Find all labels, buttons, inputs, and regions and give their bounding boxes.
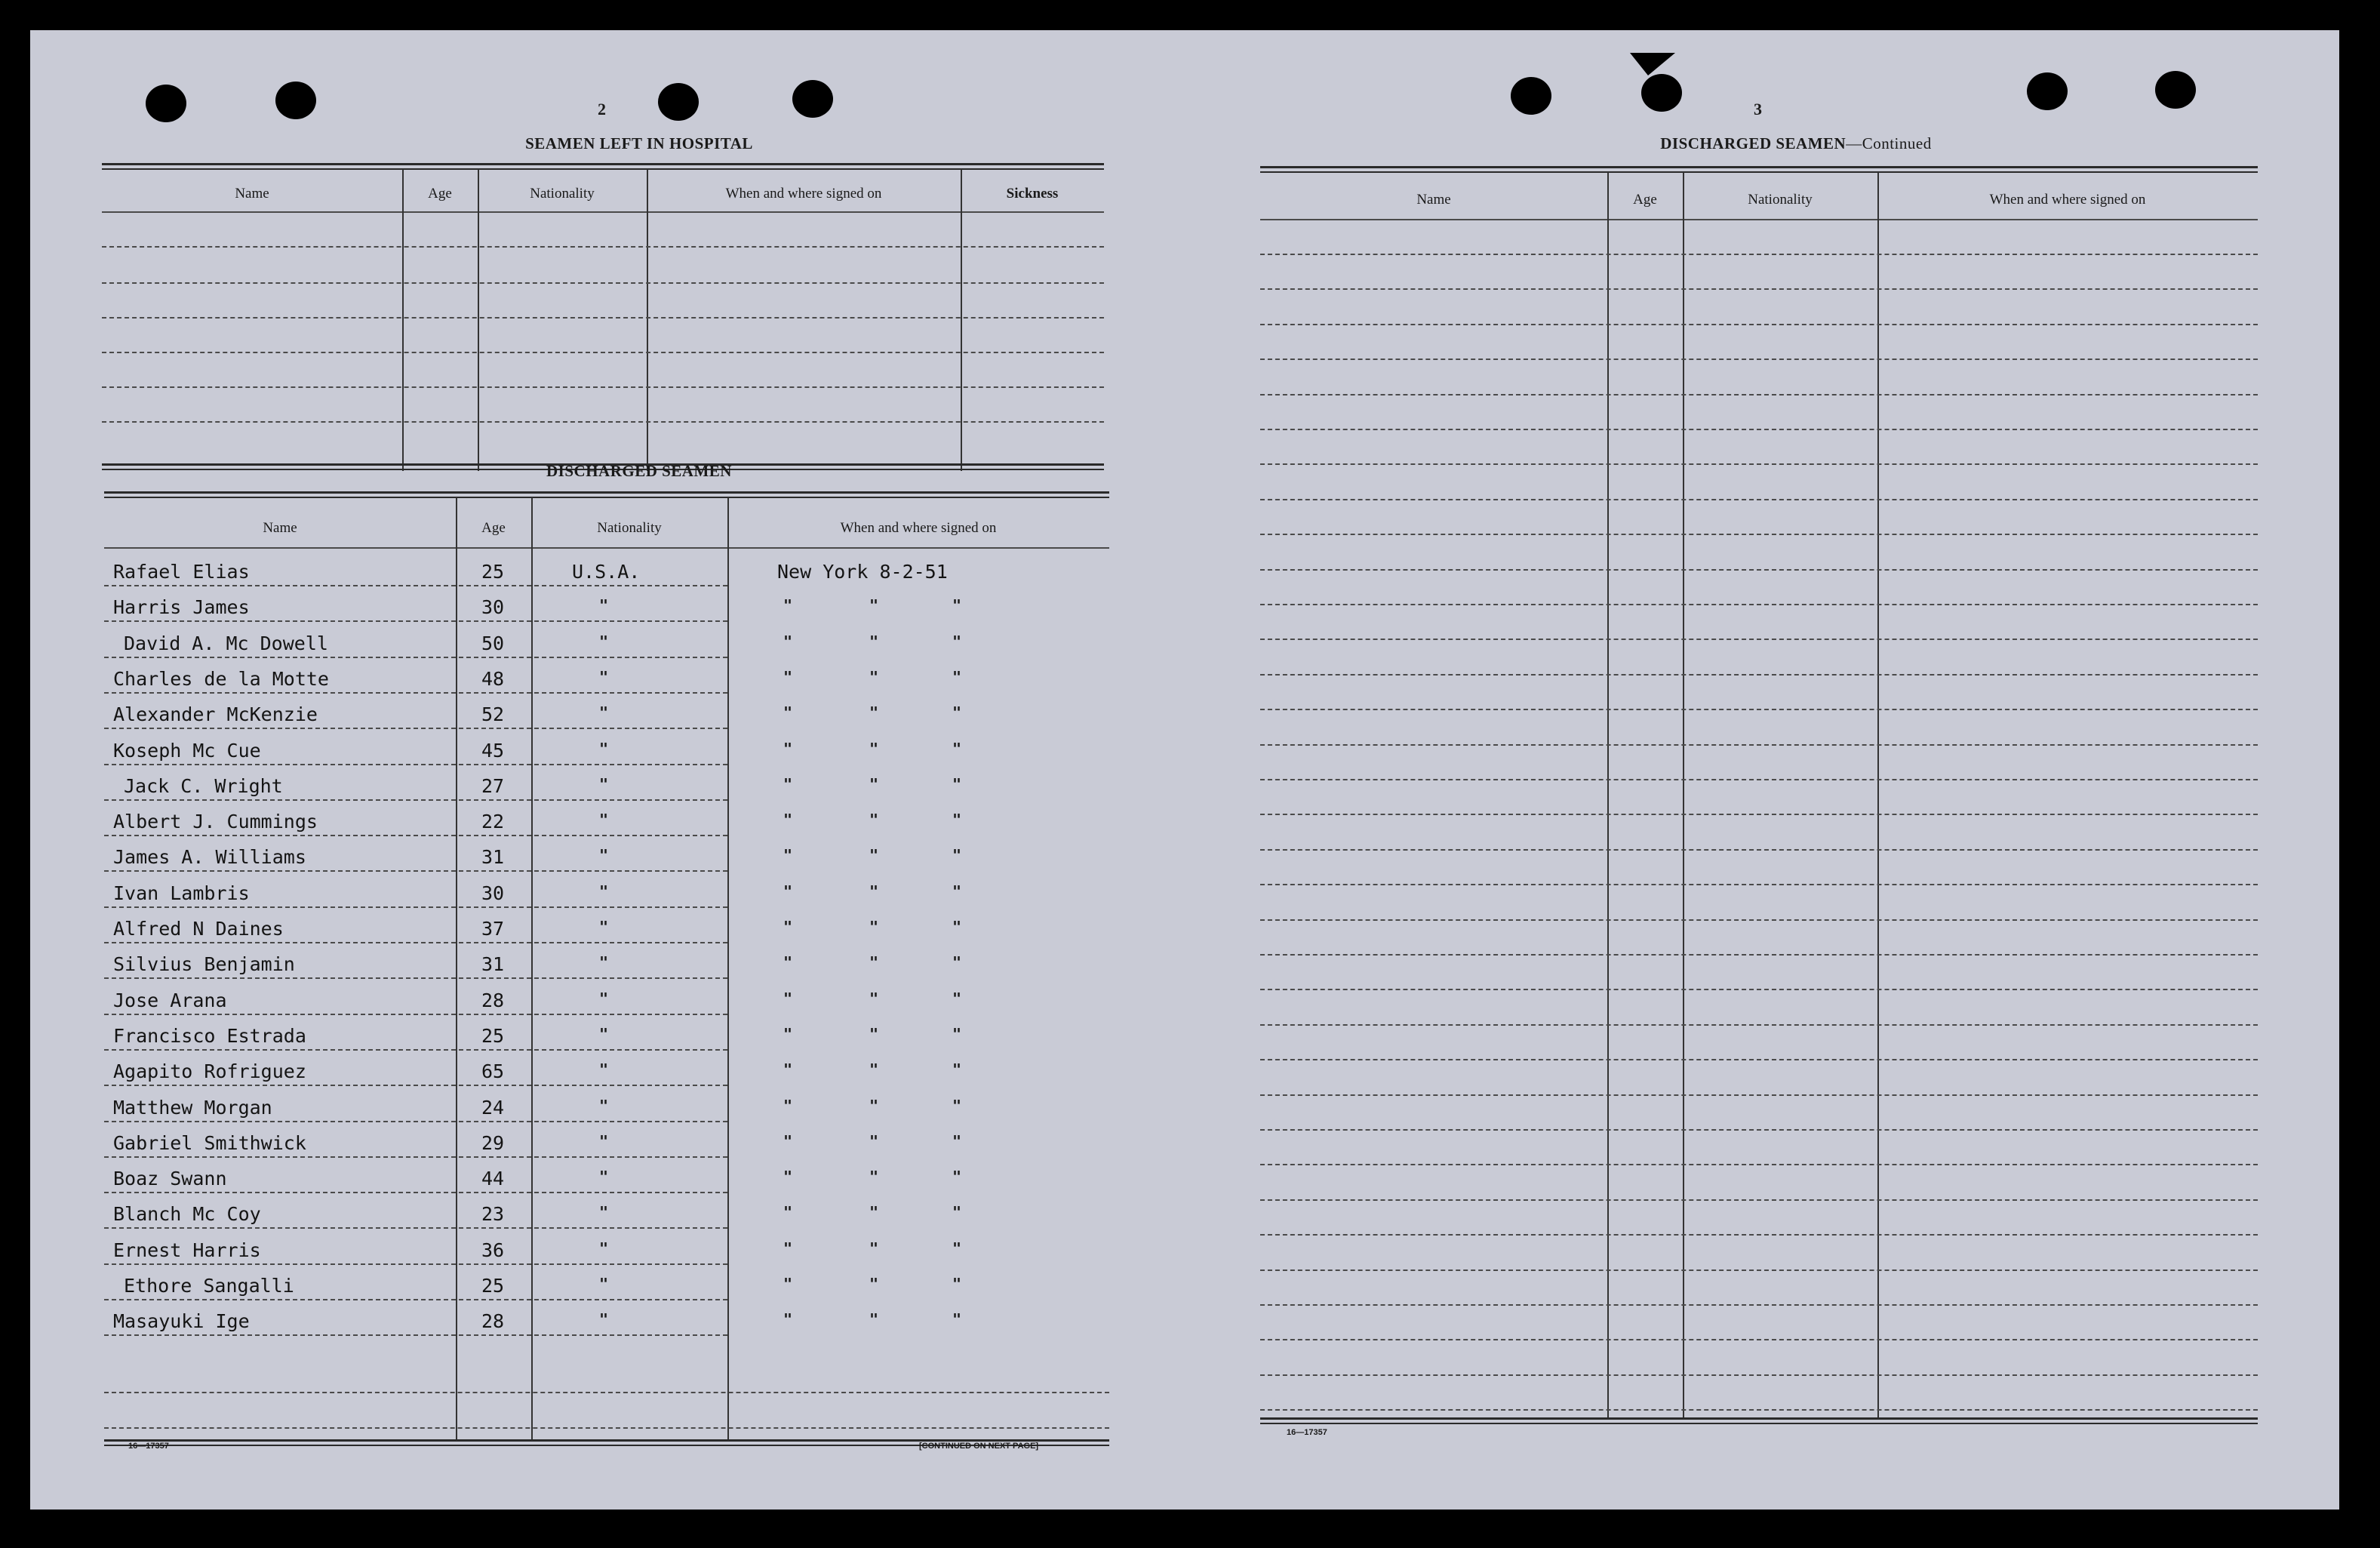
row-rule xyxy=(1260,779,2258,780)
seaman-age: 25 xyxy=(481,1275,505,1297)
seaman-signed-on: " xyxy=(783,1168,793,1186)
seaman-name: Alfred N Daines xyxy=(113,918,284,940)
seaman-signed-on: " xyxy=(783,811,793,829)
seaman-nationality: " xyxy=(599,918,609,936)
seaman-nationality: " xyxy=(599,882,609,900)
seaman-signed-on: " xyxy=(869,596,879,615)
seaman-signed-on: " xyxy=(869,882,879,900)
row-rule xyxy=(104,1227,727,1229)
seaman-signed-on: " xyxy=(783,989,793,1008)
row-rule xyxy=(104,764,727,765)
right-col-signed: When and where signed on xyxy=(1989,192,2146,208)
seaman-signed-on: " xyxy=(869,739,879,758)
right-col-name: Name xyxy=(1416,192,1451,208)
seaman-signed-on: " xyxy=(869,1275,879,1293)
seaman-signed-on: " xyxy=(952,1096,962,1115)
seaman-signed-on: " xyxy=(869,811,879,829)
seaman-age: 29 xyxy=(481,1131,505,1154)
discharged-continued-table xyxy=(1260,166,2258,1449)
row-rule xyxy=(1260,1339,2258,1340)
hospital-section-title: SEAMEN LEFT IN HOSPITAL xyxy=(525,134,753,152)
seaman-age: 45 xyxy=(481,739,505,762)
seaman-signed-on: " xyxy=(783,1024,793,1043)
seaman-signed-on: " xyxy=(869,632,879,651)
seaman-nationality: " xyxy=(599,596,609,615)
seaman-nationality: " xyxy=(599,1060,609,1079)
seaman-name: David A. Mc Dowell xyxy=(124,632,328,654)
seaman-signed-on: " xyxy=(869,703,879,722)
row-rule xyxy=(1260,814,2258,815)
seaman-name: Albert J. Cummings xyxy=(113,811,318,833)
row-rule xyxy=(104,799,727,801)
seaman-signed-on: " xyxy=(952,739,962,758)
hospital-table xyxy=(102,163,1104,471)
seaman-signed-on: " xyxy=(869,918,879,936)
seaman-nationality: " xyxy=(599,632,609,651)
seaman-age: 30 xyxy=(481,882,505,904)
discharged-col-signed: When and where signed on xyxy=(840,520,997,536)
seaman-signed-on: " xyxy=(869,1310,879,1329)
row-rule xyxy=(1260,1129,2258,1131)
seaman-signed-on: " xyxy=(952,811,962,829)
seaman-name: Matthew Morgan xyxy=(113,1096,272,1119)
row-rule xyxy=(104,1192,727,1193)
hospital-col-name: Name xyxy=(235,186,269,202)
seaman-signed-on: " xyxy=(952,1060,962,1079)
row-rule xyxy=(1260,709,2258,710)
seaman-signed-on: " xyxy=(783,596,793,615)
row-rule xyxy=(104,692,727,694)
seaman-nationality: " xyxy=(599,739,609,758)
row-rule xyxy=(104,942,727,943)
seaman-signed-on: " xyxy=(783,739,793,758)
row-rule xyxy=(1260,884,2258,885)
seaman-nationality: U.S.A. xyxy=(572,561,641,583)
seaman-signed-on: " xyxy=(952,1275,962,1293)
right-col-nationality: Nationality xyxy=(1748,192,1813,208)
seaman-signed-on: " xyxy=(783,774,793,793)
punch-hole xyxy=(1511,77,1551,115)
seaman-name: Boaz Swann xyxy=(113,1168,227,1190)
page-number-right: 3 xyxy=(1754,100,1762,118)
seaman-name: Rafael Elias xyxy=(113,561,250,583)
punch-hole xyxy=(1641,74,1682,112)
seaman-signed-on: " xyxy=(869,1060,879,1079)
row-rule xyxy=(1260,744,2258,746)
seaman-name: Alexander McKenzie xyxy=(113,703,318,726)
row-rule xyxy=(1260,604,2258,605)
seaman-nationality: " xyxy=(599,1239,609,1257)
seaman-signed-on: " xyxy=(783,703,793,722)
row-rule xyxy=(1260,288,2258,290)
seaman-signed-on: " xyxy=(952,596,962,615)
seaman-signed-on: " xyxy=(952,1203,962,1222)
row-rule xyxy=(1260,1409,2258,1411)
seaman-signed-on: " xyxy=(869,1203,879,1222)
seaman-name: Masayuki Ige xyxy=(113,1310,250,1333)
seaman-signed-on: " xyxy=(869,1168,879,1186)
row-rule xyxy=(104,1085,727,1086)
seaman-signed-on: " xyxy=(952,632,962,651)
row-rule xyxy=(1260,359,2258,360)
hospital-col-age: Age xyxy=(428,186,452,202)
seaman-age: 28 xyxy=(481,1310,505,1333)
seaman-age: 22 xyxy=(481,811,505,833)
seaman-signed-on: " xyxy=(869,1131,879,1150)
seaman-signed-on: " xyxy=(952,953,962,972)
row-rule xyxy=(104,1156,727,1158)
row-rule xyxy=(1260,429,2258,430)
seaman-signed-on: " xyxy=(783,1060,793,1079)
discharged-col-age: Age xyxy=(481,520,506,536)
seaman-age: 23 xyxy=(481,1203,505,1226)
seaman-nationality: " xyxy=(599,1096,609,1115)
seaman-signed-on: " xyxy=(783,846,793,865)
seaman-signed-on: " xyxy=(869,989,879,1008)
row-rule xyxy=(1260,1094,2258,1096)
punch-hole xyxy=(658,83,699,121)
form-code-left: 16—17357 xyxy=(128,1442,169,1451)
seaman-nationality: " xyxy=(599,667,609,686)
seaman-age: 24 xyxy=(481,1096,505,1119)
row-rule xyxy=(104,1121,727,1122)
seaman-name: Ethore Sangalli xyxy=(124,1275,294,1297)
row-rule xyxy=(1260,1164,2258,1165)
row-rule xyxy=(104,906,727,908)
seaman-name: Jose Arana xyxy=(113,989,227,1011)
row-rule xyxy=(1260,569,2258,571)
seaman-nationality: " xyxy=(599,774,609,793)
discharged-continued-title: DISCHARGED SEAMEN—Continued xyxy=(1660,134,1932,152)
seaman-signed-on: " xyxy=(783,918,793,936)
row-rule xyxy=(104,1049,727,1051)
punch-hole xyxy=(792,80,833,118)
seaman-signed-on: " xyxy=(952,667,962,686)
seaman-signed-on: " xyxy=(952,1024,962,1043)
row-rule xyxy=(1260,499,2258,500)
seaman-signed-on: " xyxy=(783,1131,793,1150)
seaman-age: 25 xyxy=(481,561,505,583)
seaman-signed-on: " xyxy=(783,1203,793,1222)
seaman-age: 37 xyxy=(481,918,505,940)
row-rule xyxy=(104,977,727,979)
row-rule xyxy=(104,1392,1109,1393)
discharged-section-title: DISCHARGED SEAMEN xyxy=(546,462,732,480)
row-rule xyxy=(104,728,727,729)
seaman-name: Charles de la Motte xyxy=(113,667,329,690)
right-col-age: Age xyxy=(1633,192,1657,208)
row-rule xyxy=(1260,1269,2258,1271)
row-rule xyxy=(1260,989,2258,990)
seaman-nationality: " xyxy=(599,1203,609,1222)
seaman-name: Blanch Mc Coy xyxy=(113,1203,261,1226)
seaman-signed-on: " xyxy=(869,1096,879,1115)
seaman-signed-on: " xyxy=(783,1310,793,1329)
seaman-signed-on: " xyxy=(869,1239,879,1257)
seaman-age: 30 xyxy=(481,596,505,619)
seaman-age: 65 xyxy=(481,1060,505,1083)
continued-note: [CONTINUED ON NEXT PAGE] xyxy=(919,1442,1039,1451)
row-rule xyxy=(104,620,727,622)
seaman-signed-on: " xyxy=(952,774,962,793)
seaman-signed-on: " xyxy=(952,703,962,722)
seaman-signed-on: " xyxy=(952,882,962,900)
seaman-signed-on: " xyxy=(952,1131,962,1150)
document-paper xyxy=(30,30,2339,1510)
row-rule xyxy=(104,1014,727,1015)
row-rule xyxy=(1260,919,2258,921)
seaman-name: Francisco Estrada xyxy=(113,1024,306,1047)
seaman-signed-on: " xyxy=(952,1168,962,1186)
row-rule xyxy=(1260,324,2258,325)
hospital-col-signed: When and where signed on xyxy=(725,186,882,202)
row-rule xyxy=(1260,674,2258,676)
row-rule xyxy=(1260,1234,2258,1236)
seaman-name: James A. Williams xyxy=(113,846,306,869)
seaman-age: 44 xyxy=(481,1168,505,1190)
seaman-signed-on: " xyxy=(952,1310,962,1329)
row-rule xyxy=(1260,1304,2258,1306)
seaman-nationality: " xyxy=(599,1168,609,1186)
seaman-nationality: " xyxy=(599,1310,609,1329)
seaman-age: 31 xyxy=(481,846,505,869)
row-rule xyxy=(104,1334,727,1336)
row-rule xyxy=(1260,954,2258,956)
seaman-signed-on: " xyxy=(952,918,962,936)
seaman-nationality: " xyxy=(599,1024,609,1043)
seaman-name: Agapito Rofriguez xyxy=(113,1060,306,1083)
seaman-signed-on: " xyxy=(952,989,962,1008)
seaman-nationality: " xyxy=(599,703,609,722)
seaman-age: 28 xyxy=(481,989,505,1011)
seaman-nationality: " xyxy=(599,1131,609,1150)
row-rule xyxy=(104,585,727,586)
seaman-nationality: " xyxy=(599,1275,609,1293)
seaman-signed-on: " xyxy=(783,1096,793,1115)
seaman-age: 48 xyxy=(481,667,505,690)
row-rule xyxy=(1260,394,2258,395)
seaman-name: Jack C. Wright xyxy=(124,774,283,797)
seaman-nationality: " xyxy=(599,989,609,1008)
discharged-col-name: Name xyxy=(263,520,297,536)
seaman-signed-on: " xyxy=(783,1275,793,1293)
row-rule xyxy=(1260,534,2258,535)
seaman-age: 27 xyxy=(481,774,505,797)
seaman-nationality: " xyxy=(599,811,609,829)
row-rule xyxy=(104,657,727,658)
row-rule xyxy=(1260,1024,2258,1026)
row-rule xyxy=(104,1299,727,1300)
seaman-signed-on: " xyxy=(783,953,793,972)
seaman-signed-on: " xyxy=(869,1024,879,1043)
seaman-age: 25 xyxy=(481,1024,505,1047)
punch-hole xyxy=(2155,71,2196,109)
seaman-signed-on: " xyxy=(952,846,962,865)
punch-hole xyxy=(146,85,186,122)
seaman-signed-on: " xyxy=(869,953,879,972)
seaman-name: Ernest Harris xyxy=(113,1239,261,1261)
row-rule xyxy=(1260,1199,2258,1201)
seaman-age: 52 xyxy=(481,703,505,726)
seaman-signed-on: " xyxy=(783,632,793,651)
seaman-age: 31 xyxy=(481,953,505,976)
form-code-right: 16—17357 xyxy=(1287,1428,1327,1437)
seaman-signed-on: " xyxy=(869,774,879,793)
discharged-table xyxy=(104,491,1109,1477)
punch-hole xyxy=(2027,72,2068,110)
seaman-signed-on: " xyxy=(783,1239,793,1257)
row-rule xyxy=(104,1263,727,1265)
row-rule xyxy=(1260,639,2258,640)
hospital-col-sickness: Sickness xyxy=(1006,186,1059,202)
row-rule xyxy=(1260,849,2258,851)
row-rule xyxy=(1260,463,2258,465)
row-rule xyxy=(104,870,727,872)
row-rule xyxy=(1260,1374,2258,1376)
hospital-col-nationality: Nationality xyxy=(530,186,595,202)
seaman-name: Harris James xyxy=(113,596,250,619)
seaman-name: Koseph Mc Cue xyxy=(113,739,261,762)
row-rule xyxy=(104,835,727,836)
seaman-signed-on: " xyxy=(952,1239,962,1257)
seaman-nationality: " xyxy=(599,846,609,865)
paper-tear xyxy=(1630,53,1675,75)
row-rule xyxy=(1260,254,2258,255)
seaman-name: Gabriel Smithwick xyxy=(113,1131,306,1154)
seaman-signed-on: " xyxy=(869,667,879,686)
seaman-name: Silvius Benjamin xyxy=(113,953,295,976)
seaman-age: 36 xyxy=(481,1239,505,1261)
row-rule xyxy=(1260,1059,2258,1060)
seaman-signed-on: New York 8-2-51 xyxy=(777,561,948,583)
row-rule xyxy=(104,1427,1109,1429)
discharged-col-nationality: Nationality xyxy=(597,520,662,536)
seaman-signed-on: " xyxy=(783,882,793,900)
seaman-signed-on: " xyxy=(783,667,793,686)
punch-hole xyxy=(275,82,316,119)
seaman-nationality: " xyxy=(599,953,609,972)
seaman-age: 50 xyxy=(481,632,505,654)
page-number-left: 2 xyxy=(598,100,606,118)
seaman-name: Ivan Lambris xyxy=(113,882,250,904)
seaman-signed-on: " xyxy=(869,846,879,865)
